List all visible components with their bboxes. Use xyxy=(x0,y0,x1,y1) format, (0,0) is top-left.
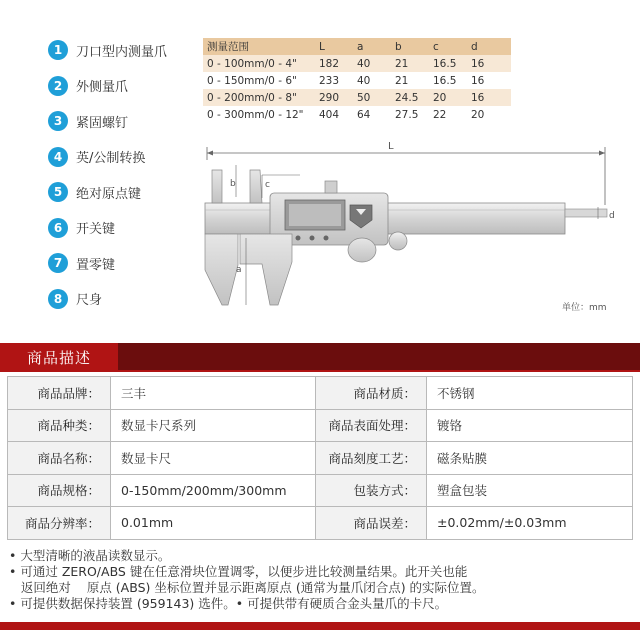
part-label: 开关键 xyxy=(76,222,116,237)
note-line: • 可提供数据保持装置 (959143) 选件。• 可提供带有硬质合金头量爪的卡尺。 xyxy=(9,596,448,611)
info-value: ±0.02mm/±0.03mm xyxy=(427,507,633,540)
cell: 20 xyxy=(433,91,447,104)
button-icon xyxy=(310,236,315,241)
part-number-badge: 4 xyxy=(48,147,68,167)
info-label: 商品名称： xyxy=(8,442,111,475)
cell: 40 xyxy=(357,74,371,87)
part-label: 尺身 xyxy=(76,293,103,308)
cell: 16 xyxy=(471,57,485,70)
cell: 290 xyxy=(319,91,340,104)
part-label: 英/公制转换 xyxy=(76,151,146,166)
button-icon xyxy=(296,236,301,241)
button-icon xyxy=(324,236,329,241)
header-cell: c xyxy=(433,40,439,53)
part-label: 外侧量爪 xyxy=(76,80,129,95)
cell: 16.5 xyxy=(433,57,457,70)
info-label: 商品刻度工艺： xyxy=(316,442,427,475)
thumb-knob xyxy=(389,232,407,250)
locking-screw xyxy=(325,181,337,193)
part-number-badge: 5 xyxy=(48,182,68,202)
info-label: 商品误差： xyxy=(316,507,427,540)
part-number-badge: 3 xyxy=(48,111,68,131)
part-number-badge: 1 xyxy=(48,40,68,60)
info-value: 不锈钢 xyxy=(427,377,633,410)
dimension-label-c: c xyxy=(265,180,270,190)
cell: 50 xyxy=(357,91,371,104)
fixed-inner-jaw xyxy=(212,170,222,203)
cell: 21 xyxy=(395,57,409,70)
cell: 40 xyxy=(357,57,371,70)
info-value: 0-150mm/200mm/300mm xyxy=(111,474,316,507)
cell: 0 - 100mm/0 - 4" xyxy=(207,57,297,70)
unit-label: 单位：mm xyxy=(562,303,607,313)
note-line: • 大型清晰的液晶读数显示。 xyxy=(9,548,171,563)
table-row xyxy=(8,474,633,507)
info-value: 镀铬 xyxy=(427,409,633,442)
info-value: 磁条贴膜 xyxy=(427,442,633,475)
info-label: 商品表面处理： xyxy=(316,409,427,442)
dimension-label-b: b xyxy=(230,179,236,189)
info-value: 数显卡尺系列 xyxy=(111,409,316,442)
section-header xyxy=(0,343,640,372)
part-number-badge: 7 xyxy=(48,253,68,273)
header-cell: b xyxy=(395,40,402,53)
part-label: 绝对原点键 xyxy=(76,186,142,202)
cell: 16 xyxy=(471,91,485,104)
dimension-label-a: a xyxy=(236,265,242,275)
slider-inner-jaw xyxy=(250,170,262,203)
header-cell: L xyxy=(319,40,325,53)
feature-notes xyxy=(9,548,629,612)
cell: 16.5 xyxy=(433,74,457,87)
cell: 0 - 300mm/0 - 12" xyxy=(207,108,304,121)
table-row xyxy=(8,507,633,540)
section-title: 商品描述 xyxy=(0,343,118,372)
table-row xyxy=(8,409,633,442)
info-value: 0.01mm xyxy=(111,507,316,540)
depth-rod xyxy=(565,209,607,217)
cell: 0 - 200mm/0 - 8" xyxy=(207,91,297,104)
cell: 0 - 150mm/0 - 6" xyxy=(207,74,297,87)
cell: 22 xyxy=(433,108,447,121)
cell: 24.5 xyxy=(395,91,419,104)
part-number-badge: 6 xyxy=(48,218,68,238)
header-cell: d xyxy=(471,40,478,53)
header-cell: a xyxy=(357,40,364,53)
cell: 182 xyxy=(319,57,340,70)
fixed-outer-jaw xyxy=(205,234,238,305)
part-label: 置零键 xyxy=(76,257,116,273)
section-divider xyxy=(118,370,640,372)
table-row xyxy=(8,377,633,410)
part-label: 紧固螺钉 xyxy=(76,115,129,131)
cell: 21 xyxy=(395,74,409,87)
info-value: 塑盒包装 xyxy=(427,474,633,507)
table-row xyxy=(8,442,633,475)
part-number-badge: 2 xyxy=(48,76,68,96)
cell: 233 xyxy=(319,74,340,87)
info-label: 包装方式： xyxy=(316,474,427,507)
dimension-L xyxy=(207,141,605,205)
note-line: 返回绝对 原点 (ABS) 坐标位置并显示距离原点 (通常为量爪闭合点) 的实际位置。 xyxy=(9,580,485,595)
info-value: 数显卡尺 xyxy=(111,442,316,475)
header-cell: 测量范围 xyxy=(207,41,249,53)
cell: 404 xyxy=(319,108,340,121)
slider-outer-jaw xyxy=(240,234,292,305)
info-label: 商品分辨率： xyxy=(8,507,111,540)
info-value: 三丰 xyxy=(111,377,316,410)
info-label: 商品品牌： xyxy=(8,377,111,410)
dimension-label-d: d xyxy=(609,211,615,221)
cell: 27.5 xyxy=(395,108,419,121)
bottom-bar xyxy=(0,622,640,630)
info-label: 商品材质： xyxy=(316,377,427,410)
product-info-table xyxy=(7,376,633,540)
note-line: • 可通过 ZERO/ABS 键在任意滑块位置调零，以便步进比较测量结果。此开关也能 xyxy=(9,564,468,579)
part-number-badge: 8 xyxy=(48,289,68,309)
cell: 64 xyxy=(357,108,371,121)
part-label: 刀口型内测量爪 xyxy=(76,44,168,60)
dimension-label-L: L xyxy=(388,141,394,152)
thumb-wheel xyxy=(348,238,376,262)
info-label: 商品规格： xyxy=(8,474,111,507)
cell: 20 xyxy=(471,108,485,121)
info-label: 商品种类： xyxy=(8,409,111,442)
cell: 16 xyxy=(471,74,485,87)
